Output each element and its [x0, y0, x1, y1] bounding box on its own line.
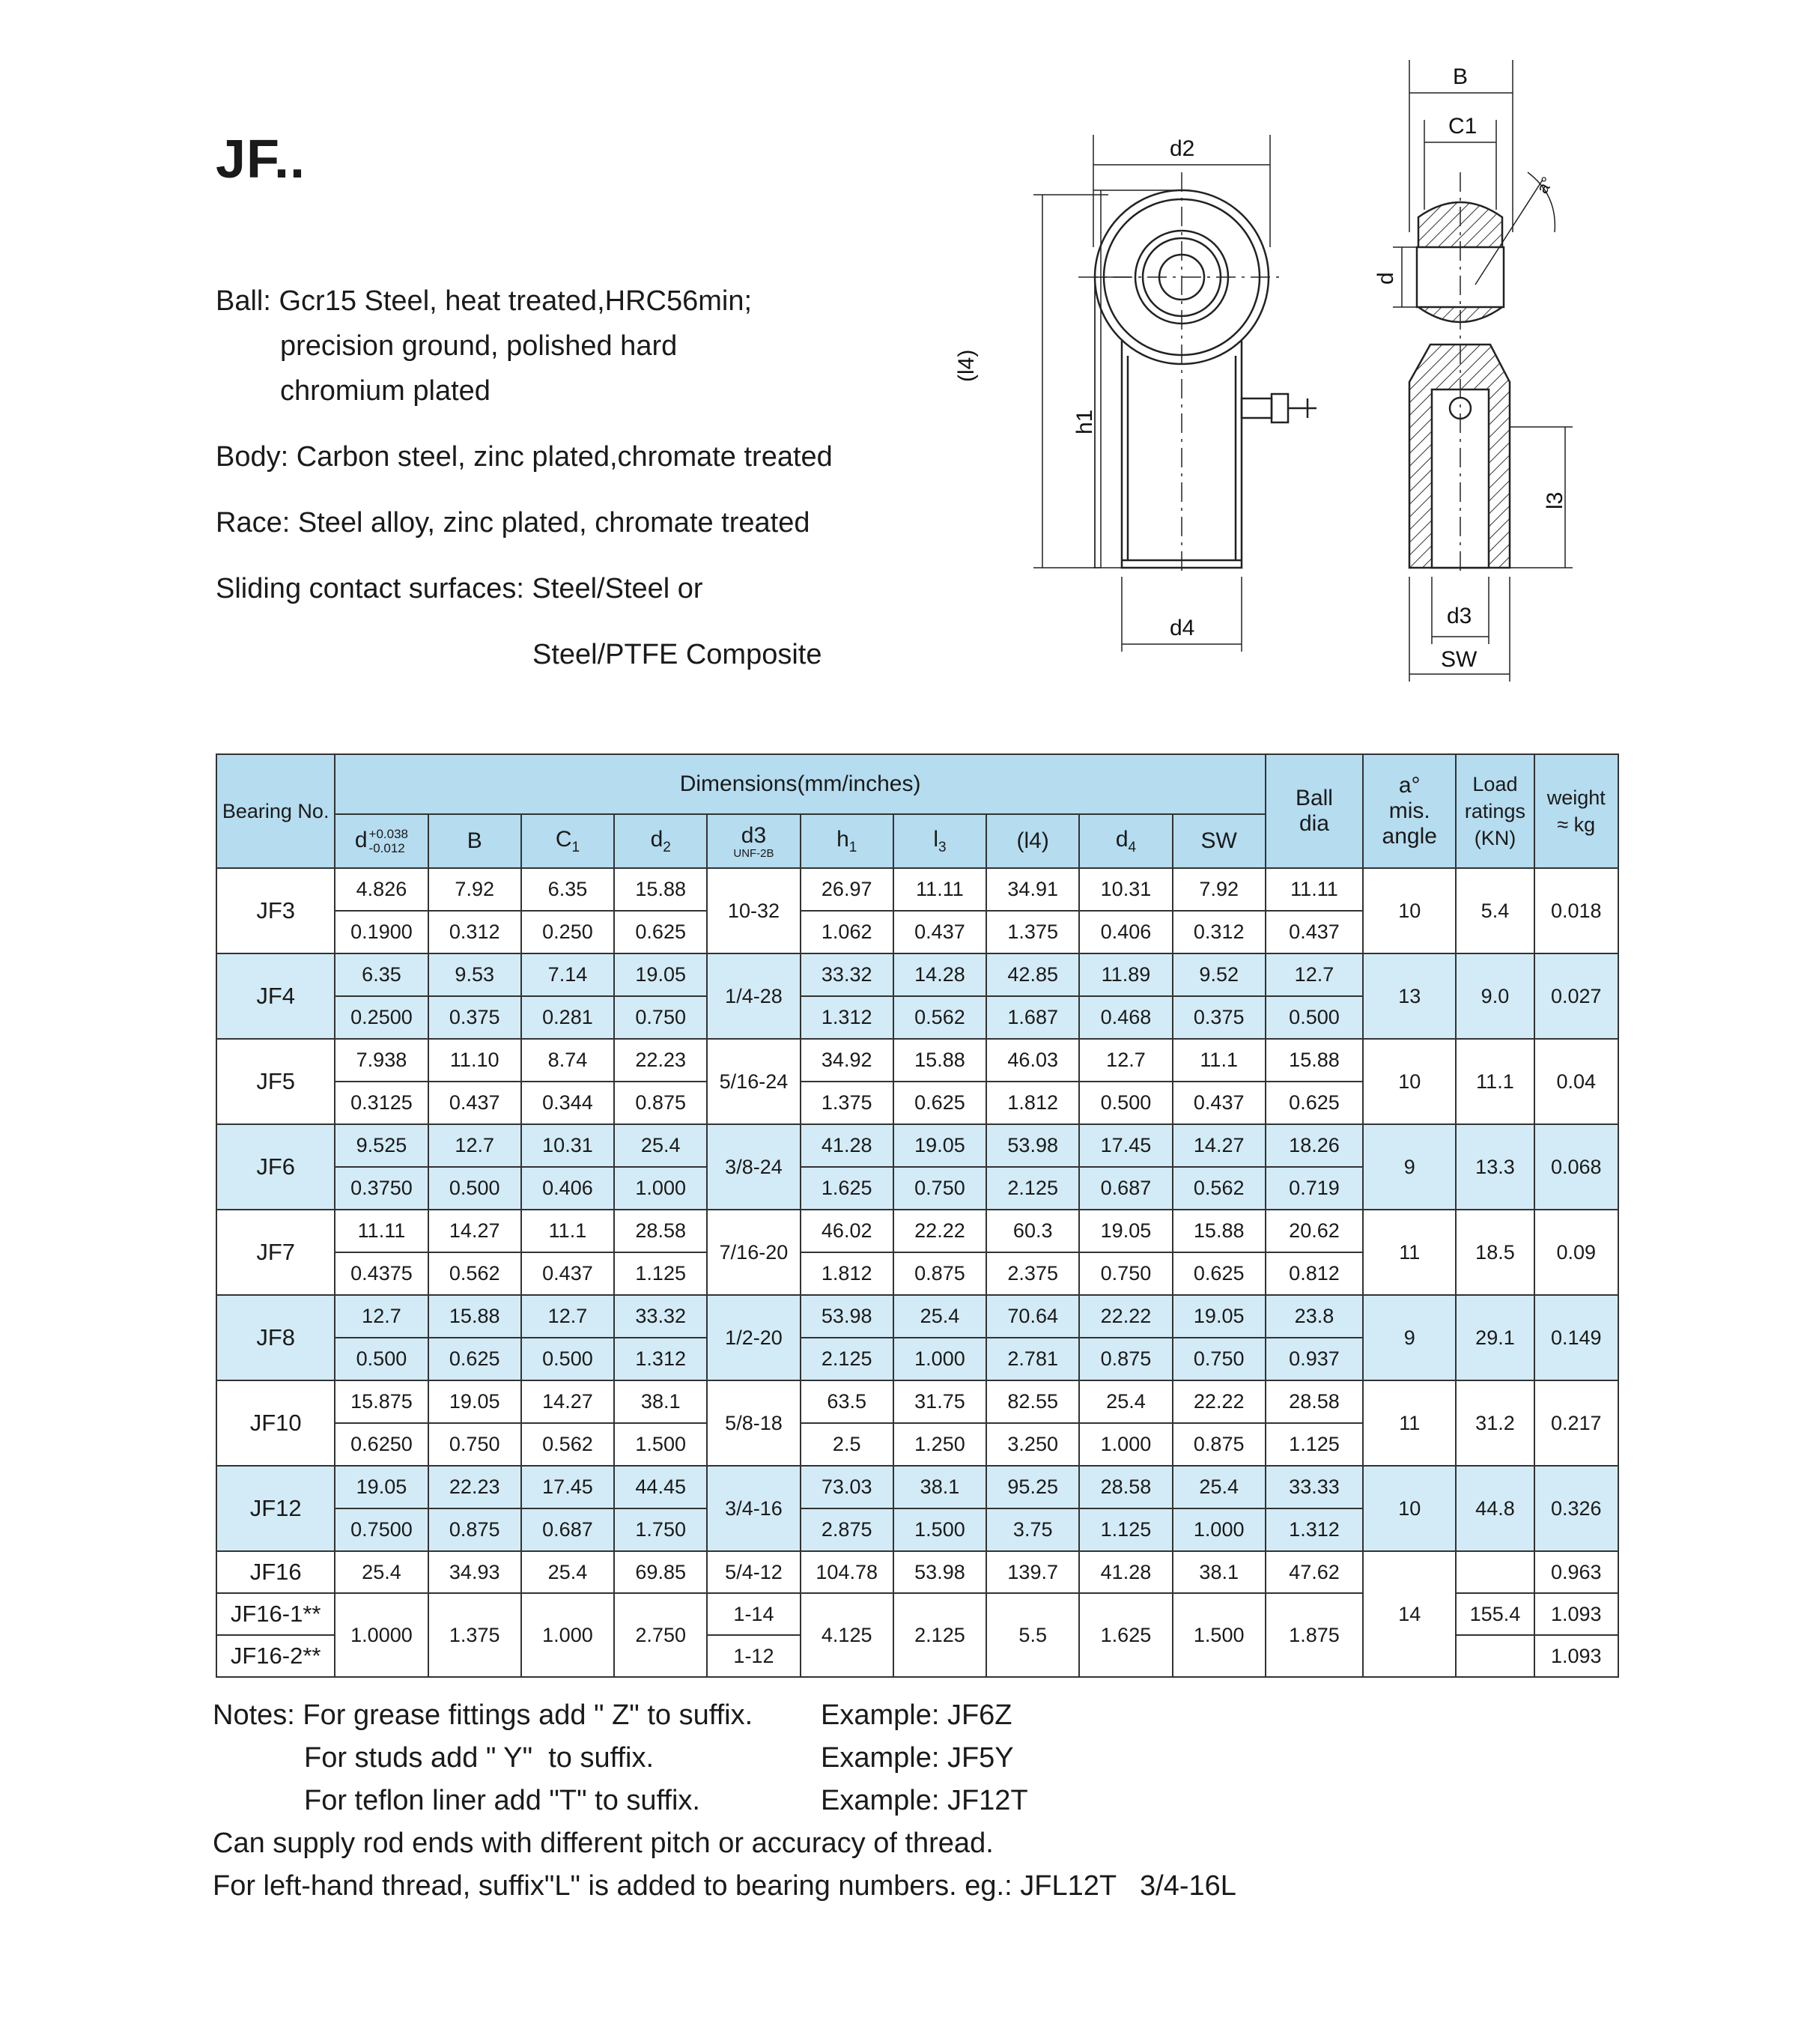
- cell: 0.937: [1266, 1338, 1363, 1380]
- cell: 0.3750: [335, 1167, 428, 1210]
- note-line-1: Notes: For grease fittings add " Z" to suffix. Example: JF6Z: [213, 1699, 1012, 1731]
- cell: 47.62: [1266, 1551, 1363, 1593]
- table-row: [216, 1295, 1618, 1338]
- label-d3: d3: [1447, 604, 1472, 628]
- cell: 1/2-20: [707, 1295, 800, 1380]
- header-d: d +0.038 -0.012: [335, 814, 428, 868]
- front-view-labels: [954, 136, 1194, 640]
- cell: 2.781: [986, 1338, 1079, 1380]
- cell: 12.7: [428, 1124, 521, 1167]
- cell: 3.250: [986, 1423, 1079, 1466]
- cell: 17.45: [521, 1466, 614, 1508]
- ball-spec-line-1: Ball: Gcr15 Steel, heat treated,HRC56min;: [216, 285, 753, 317]
- front-view: [1033, 135, 1317, 652]
- page-title: JF..: [216, 130, 306, 189]
- label-l4: (l4): [954, 349, 979, 382]
- bearing-no-jf16: JF16: [216, 1551, 335, 1593]
- cell: 7.92: [1173, 868, 1266, 911]
- cell: 1.500: [893, 1508, 986, 1551]
- cell: 23.8: [1266, 1295, 1363, 1338]
- cell: 19.05: [893, 1124, 986, 1167]
- cell: 38.1: [614, 1380, 707, 1423]
- dimension-table: [216, 753, 1619, 1678]
- cell: 46.02: [801, 1210, 893, 1252]
- cell: 2.125: [801, 1338, 893, 1380]
- cell: 11.89: [1079, 953, 1172, 996]
- cell: 1.812: [801, 1252, 893, 1295]
- label-alpha: a°: [1532, 173, 1557, 197]
- cell: 0.027: [1534, 953, 1618, 1039]
- cell: 0.068: [1534, 1124, 1618, 1210]
- header-d4: $d_4$: [1079, 814, 1172, 868]
- cell: 2.750: [614, 1593, 707, 1677]
- cell: 1.687: [986, 996, 1079, 1039]
- cell: 6.35: [521, 868, 614, 911]
- cell: 11.11: [335, 1210, 428, 1252]
- cell: 2.5: [801, 1423, 893, 1466]
- cell: 33.33: [1266, 1466, 1363, 1508]
- cell: 3.75: [986, 1508, 1079, 1551]
- cell: 12.7: [1079, 1039, 1172, 1082]
- cell: 0.875: [893, 1252, 986, 1295]
- cell: 11.1: [1456, 1039, 1534, 1124]
- cell: 12.7: [335, 1295, 428, 1338]
- header-bearing-no: Bearing No.: [216, 754, 335, 868]
- cell: 95.25: [986, 1466, 1079, 1508]
- cell: 1.093: [1534, 1593, 1618, 1635]
- cell: 13.3: [1456, 1124, 1534, 1210]
- cell: 5/16-24: [707, 1039, 800, 1124]
- cell: 11.1: [521, 1210, 614, 1252]
- side-view: [1393, 60, 1573, 682]
- cell: 63.5: [801, 1380, 893, 1423]
- label-C1: C1: [1448, 114, 1478, 139]
- cell: 0.750: [1079, 1252, 1172, 1295]
- cell: 15.88: [428, 1295, 521, 1338]
- cell: 20.62: [1266, 1210, 1363, 1252]
- header-load: Load ratings (KN): [1456, 754, 1534, 868]
- cell: 22.22: [1173, 1380, 1266, 1423]
- cell: 1.500: [1173, 1593, 1266, 1677]
- cell: 1.500: [614, 1423, 707, 1466]
- cell: 1.312: [1266, 1508, 1363, 1551]
- sliding-spec: Sliding contact surfaces: Steel/Steel or: [216, 573, 703, 604]
- cell: 42.85: [986, 953, 1079, 996]
- bearing-no: JF6: [216, 1124, 335, 1210]
- table-row: [216, 868, 1618, 911]
- cell: 53.98: [801, 1295, 893, 1338]
- label-B: B: [1453, 64, 1469, 89]
- cell: 1.875: [1266, 1593, 1363, 1677]
- cell: 29.1: [1456, 1295, 1534, 1380]
- header-B: B: [428, 814, 521, 868]
- cell: 5.4: [1456, 868, 1534, 953]
- cell: 14: [1363, 1551, 1456, 1677]
- cell: 1.062: [801, 911, 893, 953]
- cell: 22.22: [893, 1210, 986, 1252]
- cell: 0.500: [1079, 1082, 1172, 1124]
- cell: 5/8-18: [707, 1380, 800, 1466]
- cell: 15.88: [614, 868, 707, 911]
- cell: 34.91: [986, 868, 1079, 911]
- cell: 0.437: [1266, 911, 1363, 953]
- cell: 0.750: [893, 1167, 986, 1210]
- cell: 10.31: [521, 1124, 614, 1167]
- cell: 25.4: [521, 1551, 614, 1593]
- cell: 44.45: [614, 1466, 707, 1508]
- cell: 14.27: [521, 1380, 614, 1423]
- cell: 4.826: [335, 868, 428, 911]
- cell: 14.27: [1173, 1124, 1266, 1167]
- cell: [1456, 1551, 1534, 1593]
- header-l4: (l4): [986, 814, 1079, 868]
- cell: 0.018: [1534, 868, 1618, 953]
- cell: 0.437: [893, 911, 986, 953]
- cell: 28.58: [1266, 1380, 1363, 1423]
- bearing-no: JF8: [216, 1295, 335, 1380]
- rod-end-diagram: [951, 60, 1610, 697]
- table-row: [216, 1210, 1618, 1252]
- cell: 22.22: [1079, 1295, 1172, 1338]
- cell: 1.250: [893, 1423, 986, 1466]
- cell: 46.03: [986, 1039, 1079, 1082]
- cell: 9.0: [1456, 953, 1534, 1039]
- cell: 0.7500: [335, 1508, 428, 1551]
- cell: 5/4-12: [707, 1551, 800, 1593]
- cell: 11.10: [428, 1039, 521, 1082]
- cell: 10.31: [1079, 868, 1172, 911]
- cell: 0.687: [1079, 1167, 1172, 1210]
- cell: 1.375: [428, 1593, 521, 1677]
- cell: 1.812: [986, 1082, 1079, 1124]
- cell: 14.27: [428, 1210, 521, 1252]
- cell: 1.625: [1079, 1593, 1172, 1677]
- cell: 0.625: [1266, 1082, 1363, 1124]
- cell: 0.875: [1173, 1423, 1266, 1466]
- cell: 0.326: [1534, 1466, 1618, 1551]
- cell: 25.4: [1079, 1380, 1172, 1423]
- cell: 2.125: [986, 1167, 1079, 1210]
- cell: 0.04: [1534, 1039, 1618, 1124]
- cell: 33.32: [801, 953, 893, 996]
- cell: 0.437: [428, 1082, 521, 1124]
- cell: 9.525: [335, 1124, 428, 1167]
- cell: 1.375: [986, 911, 1079, 953]
- cell: 6.35: [335, 953, 428, 996]
- cell: 0.963: [1534, 1551, 1618, 1593]
- cell: 22.23: [428, 1466, 521, 1508]
- note-line-5: For left-hand thread, suffix"L" is added to bearing numbers. eg.: JFL12T 3/4-16L: [213, 1870, 1236, 1902]
- header-SW: SW: [1173, 814, 1266, 868]
- cell: 104.78: [801, 1551, 893, 1593]
- cell: 31.2: [1456, 1380, 1534, 1466]
- cell: 0.562: [428, 1252, 521, 1295]
- label-d: d: [1373, 272, 1398, 285]
- cell: 73.03: [801, 1466, 893, 1508]
- cell: 31.75: [893, 1380, 986, 1423]
- cell: 12.7: [521, 1295, 614, 1338]
- cell: 19.05: [1079, 1210, 1172, 1252]
- cell: 1.312: [614, 1338, 707, 1380]
- cell: 1.000: [1173, 1508, 1266, 1551]
- table-row: [216, 953, 1618, 996]
- cell: 12.7: [1266, 953, 1363, 996]
- cell: 0.4375: [335, 1252, 428, 1295]
- cell: 0.625: [893, 1082, 986, 1124]
- cell: 22.23: [614, 1039, 707, 1082]
- cell: 0.312: [1173, 911, 1266, 953]
- cell: 3/8-24: [707, 1124, 800, 1210]
- header-angle: a° mis. angle: [1363, 754, 1456, 868]
- cell: 1-14: [707, 1593, 800, 1635]
- cell: 18.26: [1266, 1124, 1363, 1167]
- notes: [213, 1694, 1236, 1908]
- dimension-table-wrap: [216, 753, 1619, 1669]
- table-row: [216, 1124, 1618, 1167]
- cell: 28.58: [1079, 1466, 1172, 1508]
- cell: 1.000: [614, 1167, 707, 1210]
- cell: 0.250: [521, 911, 614, 953]
- note-line-2: For studs add " Y" to suffix. Example: JF5Y: [304, 1742, 1014, 1774]
- cell: 19.05: [335, 1466, 428, 1508]
- cell: 69.85: [614, 1551, 707, 1593]
- cell: 26.97: [801, 868, 893, 911]
- header-ball-dia: Ball dia: [1266, 754, 1363, 868]
- cell: 0.562: [521, 1423, 614, 1466]
- cell: 2.375: [986, 1252, 1079, 1295]
- cell: 0.687: [521, 1508, 614, 1551]
- cell: 18.5: [1456, 1210, 1534, 1295]
- header-d2: $d_2$: [614, 814, 707, 868]
- cell: 1/4-28: [707, 953, 800, 1039]
- bearing-no-jf16-2: JF16-2**: [216, 1635, 335, 1677]
- cell: 3/4-16: [707, 1466, 800, 1551]
- cell: 10: [1363, 1466, 1456, 1551]
- cell: 11: [1363, 1380, 1456, 1466]
- cell: 38.1: [1173, 1551, 1266, 1593]
- cell: 0.750: [428, 1423, 521, 1466]
- header-h1: $h_1$: [801, 814, 893, 868]
- cell: 10-32: [707, 868, 800, 953]
- cell: 25.4: [614, 1124, 707, 1167]
- cell: 25.4: [1173, 1466, 1266, 1508]
- cell: 9.53: [428, 953, 521, 996]
- cell: 5.5: [986, 1593, 1079, 1677]
- table-row: [216, 1039, 1618, 1082]
- cell: 0.875: [1079, 1338, 1172, 1380]
- cell: 53.98: [986, 1124, 1079, 1167]
- cell: 0.437: [1173, 1082, 1266, 1124]
- cell: 8.74: [521, 1039, 614, 1082]
- cell: 9: [1363, 1124, 1456, 1210]
- cell: 0.562: [1173, 1167, 1266, 1210]
- cell: 0.500: [428, 1167, 521, 1210]
- cell: 15.88: [893, 1039, 986, 1082]
- ball-spec: [216, 279, 752, 413]
- cell: 1.000: [1079, 1423, 1172, 1466]
- cell: 0.562: [893, 996, 986, 1039]
- cell: 33.32: [614, 1295, 707, 1338]
- cell: 1.000: [521, 1593, 614, 1677]
- ball-spec-line-3: chromium plated: [280, 375, 491, 407]
- cell: 0.6250: [335, 1423, 428, 1466]
- cell: 0.217: [1534, 1380, 1618, 1466]
- cell: 0.625: [1173, 1252, 1266, 1295]
- cell: 0.500: [335, 1338, 428, 1380]
- cell: 70.64: [986, 1295, 1079, 1338]
- cell: 0.875: [614, 1082, 707, 1124]
- header-l3: $l_3$: [893, 814, 986, 868]
- cell: 139.7: [986, 1551, 1079, 1593]
- table-row: [216, 1380, 1618, 1423]
- cell: 13: [1363, 953, 1456, 1039]
- cell: 15.88: [1173, 1210, 1266, 1252]
- cell: 0.625: [428, 1338, 521, 1380]
- table-row: [216, 1466, 1618, 1508]
- header-dimensions: Dimensions(mm/inches): [335, 754, 1266, 814]
- bearing-no: JF12: [216, 1466, 335, 1551]
- cell: 0.3125: [335, 1082, 428, 1124]
- cell: 11.11: [893, 868, 986, 911]
- cell: 1.125: [614, 1252, 707, 1295]
- cell: [1456, 1635, 1534, 1677]
- cell: 0.750: [1173, 1338, 1266, 1380]
- cell: 41.28: [1079, 1551, 1172, 1593]
- cell: 155.4: [1456, 1593, 1534, 1635]
- cell: 10: [1363, 868, 1456, 953]
- cell: 41.28: [801, 1124, 893, 1167]
- cell: 11.11: [1266, 868, 1363, 911]
- bearing-no: JF7: [216, 1210, 335, 1295]
- table-body: [216, 868, 1618, 1677]
- cell: 0.437: [521, 1252, 614, 1295]
- cell: 7/16-20: [707, 1210, 800, 1295]
- cell: 0.812: [1266, 1252, 1363, 1295]
- cell: 1-12: [707, 1635, 800, 1677]
- bearing-no: JF4: [216, 953, 335, 1039]
- cell: 19.05: [428, 1380, 521, 1423]
- cell: 2.125: [893, 1593, 986, 1677]
- cell: 0.719: [1266, 1167, 1363, 1210]
- cell: 4.125: [801, 1593, 893, 1677]
- cell: 0.149: [1534, 1295, 1618, 1380]
- cell: 7.92: [428, 868, 521, 911]
- cell: 0.406: [521, 1167, 614, 1210]
- label-d2: d2: [1170, 136, 1195, 161]
- cell: 10: [1363, 1039, 1456, 1124]
- note-line-4: Can supply rod ends with different pitch or accuracy of thread.: [213, 1828, 994, 1859]
- cell: 1.0000: [335, 1593, 428, 1677]
- cell: 34.93: [428, 1551, 521, 1593]
- cell: 17.45: [1079, 1124, 1172, 1167]
- cell: 15.88: [1266, 1039, 1363, 1082]
- cell: 1.375: [801, 1082, 893, 1124]
- cell: 1.125: [1266, 1423, 1363, 1466]
- bearing-no: JF10: [216, 1380, 335, 1466]
- header-d3: d3 UNF-2B: [707, 814, 800, 868]
- cell: 15.875: [335, 1380, 428, 1423]
- cell: 19.05: [1173, 1295, 1266, 1338]
- cell: 0.2500: [335, 996, 428, 1039]
- cell: 0.281: [521, 996, 614, 1039]
- cell: 0.1900: [335, 911, 428, 953]
- cell: 0.625: [614, 911, 707, 953]
- cell: 7.14: [521, 953, 614, 996]
- cell: 0.375: [1173, 996, 1266, 1039]
- bearing-no: JF3: [216, 868, 335, 953]
- cell: 7.938: [335, 1039, 428, 1082]
- cell: 60.3: [986, 1210, 1079, 1252]
- cell: 1.625: [801, 1167, 893, 1210]
- cell: 11: [1363, 1210, 1456, 1295]
- label-h1: h1: [1072, 409, 1097, 434]
- cell: 25.4: [893, 1295, 986, 1338]
- cell: 0.344: [521, 1082, 614, 1124]
- cell: 1.312: [801, 996, 893, 1039]
- ball-spec-line-2: precision ground, polished hard: [280, 330, 678, 362]
- cell: 1.093: [1534, 1635, 1618, 1677]
- cell: 28.58: [614, 1210, 707, 1252]
- cell: 2.875: [801, 1508, 893, 1551]
- cell: 1.125: [1079, 1508, 1172, 1551]
- race-spec: Race: Steel alloy, zinc plated, chromate treated: [216, 507, 810, 539]
- label-l3: l3: [1543, 491, 1567, 509]
- bearing-no: JF5: [216, 1039, 335, 1124]
- cell: 53.98: [893, 1551, 986, 1593]
- cell: 0.500: [521, 1338, 614, 1380]
- note-line-3: For teflon liner add "T" to suffix. Example: JF12T: [304, 1785, 1028, 1816]
- cell: 14.28: [893, 953, 986, 996]
- cell: 34.92: [801, 1039, 893, 1082]
- cell: 38.1: [893, 1466, 986, 1508]
- label-SW: SW: [1441, 647, 1478, 672]
- label-d4: d4: [1170, 616, 1195, 640]
- sliding-spec-2: Steel/PTFE Composite: [532, 639, 822, 670]
- header-C1: $C_1$: [521, 814, 614, 868]
- cell: 0.750: [614, 996, 707, 1039]
- cell: 0.500: [1266, 996, 1363, 1039]
- cell: 1.000: [893, 1338, 986, 1380]
- cell: 9.52: [1173, 953, 1266, 996]
- cell: 11.1: [1173, 1039, 1266, 1082]
- header-weight: weight ≈ kg: [1534, 754, 1618, 868]
- cell: 19.05: [614, 953, 707, 996]
- cell: 0.875: [428, 1508, 521, 1551]
- cell: 9: [1363, 1295, 1456, 1380]
- cell: 0.468: [1079, 996, 1172, 1039]
- body-spec: Body: Carbon steel, zinc plated,chromate treated: [216, 441, 833, 473]
- cell: 82.55: [986, 1380, 1079, 1423]
- cell: 44.8: [1456, 1466, 1534, 1551]
- cell: 0.09: [1534, 1210, 1618, 1295]
- cell: 0.406: [1079, 911, 1172, 953]
- cell: 0.312: [428, 911, 521, 953]
- bearing-no-jf16-1: JF16-1**: [216, 1593, 335, 1635]
- cell: 1.750: [614, 1508, 707, 1551]
- cell: 25.4: [335, 1551, 428, 1593]
- cell: 0.375: [428, 996, 521, 1039]
